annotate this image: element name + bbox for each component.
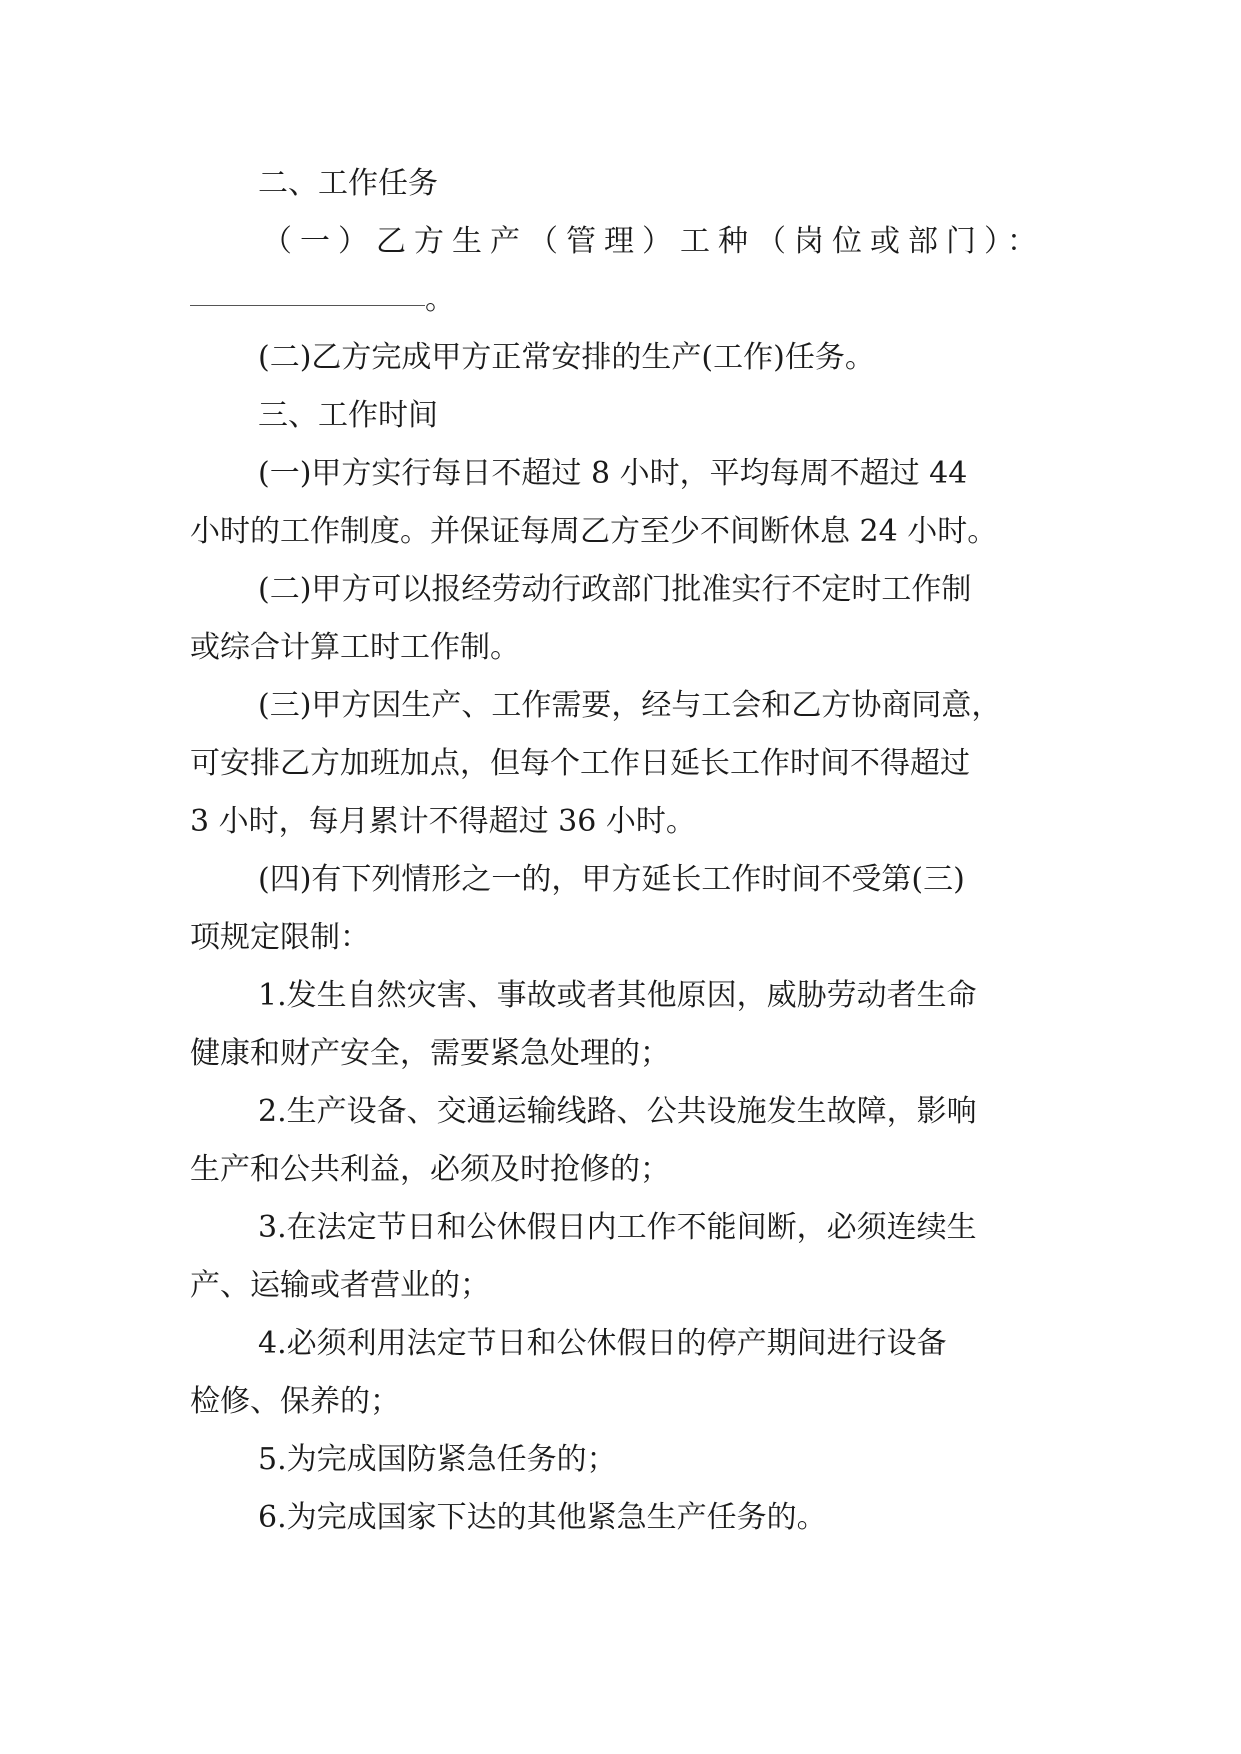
paragraph [0, 213, 1241, 271]
text-line: (二)乙方完成甲方正常安排的生产(工作)任务。 [258, 340, 875, 375]
text-line: 3 小时，每月累计不得超过 36 小时。 [190, 804, 696, 839]
text-line: 5.为完成国防紧急任务的； [258, 1442, 617, 1477]
list-item [0, 1257, 1241, 1315]
paragraph [0, 793, 1241, 851]
section-heading-work-tasks [0, 155, 1241, 213]
text-line: 。 [425, 282, 455, 317]
text-line: 产、运输或者营业的； [190, 1268, 490, 1303]
list-item [0, 1373, 1241, 1431]
text-line [190, 271, 455, 329]
paragraph [0, 909, 1241, 967]
text-line: 1.发生自然灾害、事故或者其他原因，威胁劳动者生命 [258, 978, 977, 1013]
section-heading-work-hours [0, 387, 1241, 445]
text-line: (四)有下列情形之一的，甲方延长工作时间不受第(三) [258, 862, 965, 897]
text-line: 3.在法定节日和公休假日内工作不能间断，必须连续生 [258, 1210, 977, 1245]
text-line: 健康和财产安全，需要紧急处理的； [190, 1036, 670, 1071]
paragraph [0, 445, 1241, 503]
list-item [0, 1315, 1241, 1373]
paragraph [0, 851, 1241, 909]
paragraph [0, 271, 1241, 329]
text-line: 检修、保养的； [190, 1384, 400, 1419]
text-line: 项规定限制： [190, 920, 370, 955]
list-item [0, 967, 1241, 1025]
list-item [0, 1431, 1241, 1489]
text-line: 三、工作时间 [258, 398, 438, 433]
text-line: 2.生产设备、交通运输线路、公共设施发生故障，影响 [258, 1094, 977, 1129]
paragraph [0, 677, 1241, 735]
paragraph [0, 329, 1241, 387]
list-item [0, 1025, 1241, 1083]
list-item [0, 1199, 1241, 1257]
text-line: (一)甲方实行每日不超过 8 小时，平均每周不超过 44 [258, 456, 968, 491]
list-item [0, 1141, 1241, 1199]
text-line: 或综合计算工时工作制。 [190, 630, 520, 665]
text-line: 6.为完成国家下达的其他紧急生产任务的。 [258, 1500, 827, 1535]
text-line: (三)甲方因生产、工作需要，经与工会和乙方协商同意， [258, 688, 1002, 723]
paragraph [0, 619, 1241, 677]
paragraph [0, 561, 1241, 619]
text-line: 4.必须利用法定节日和公休假日的停产期间进行设备 [258, 1326, 947, 1361]
text-line: 生产和公共利益，必须及时抢修的； [190, 1152, 670, 1187]
text-line: 二、工作任务 [258, 166, 438, 201]
text-line: 小时的工作制度。并保证每周乙方至少不间断休息 24 小时。 [190, 514, 998, 549]
list-item [0, 1083, 1241, 1141]
text-line: (二)甲方可以报经劳动行政部门批准实行不定时工作制 [258, 572, 972, 607]
text-line: （一）乙方生产（管理）工种（岗位或部门）： [262, 224, 1045, 259]
text-line: 可安排乙方加班加点，但每个工作日延长工作时间不得超过 [190, 746, 970, 781]
paragraph [0, 735, 1241, 793]
list-item [0, 1489, 1241, 1547]
fill-in-blank [190, 271, 425, 306]
paragraph [0, 503, 1241, 561]
